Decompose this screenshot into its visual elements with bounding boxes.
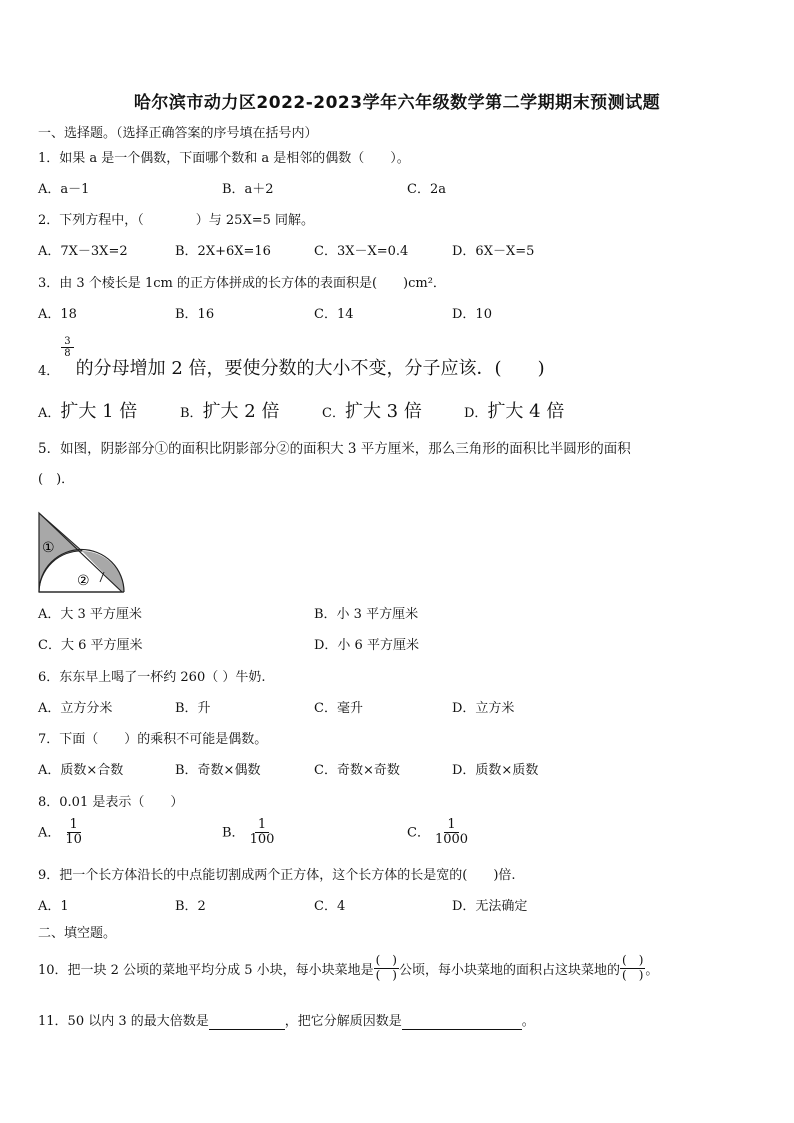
question-4-option-d-text: 扩大 4 倍: [487, 401, 565, 422]
question-10-text-3: 。: [645, 962, 659, 978]
question-3-option-c: C．14: [314, 307, 354, 322]
question-11-blank-2[interactable]: [402, 1014, 522, 1030]
question-1-option-b: B．a＋2: [222, 182, 274, 197]
question-2-option-d: D．6X－X=5: [452, 244, 535, 259]
question-9-option-d: D．无法确定: [452, 899, 528, 914]
question-10-text-2: 公顷，每小块菜地的面积占这块菜地的: [399, 962, 621, 978]
question-4-option-c-text: 扩大 3 倍: [344, 401, 422, 422]
question-5-option-c: C．大 6 平方厘米: [38, 638, 143, 653]
question-5-option-a: A．大 3 平方厘米: [38, 607, 142, 622]
question-5-option-b: B．小 3 平方厘米: [314, 607, 419, 622]
question-1-option-c: C．2a: [407, 182, 446, 197]
page-title: 哈尔滨市动力区2022-2023学年六年级数学第二学期期末预测试题: [133, 93, 661, 113]
question-9-stem: 9．把一个长方体沿长的中点能切割成两个正方体，这个长方体的长是宽的( )倍.: [38, 868, 516, 883]
question-4-option-b-label: B．: [180, 406, 203, 421]
question-9-option-b: B．2: [175, 899, 206, 914]
question-8-stem: 8．0.01 是表示（ ）: [38, 795, 184, 810]
question-5-option-d: D．小 6 平方厘米: [314, 638, 419, 653]
question-3-option-a: A．18: [38, 307, 77, 322]
question-4-option-a-text: 扩大 1 倍: [60, 401, 138, 422]
question-5-stem-line2: ( )．: [38, 472, 75, 487]
question-8-option-a-label: A．: [38, 825, 61, 841]
blank-denominator: ( ): [375, 967, 397, 982]
blank-numerator: ( ): [622, 952, 644, 967]
fraction-numerator: 1: [444, 818, 458, 833]
question-1-stem: 1．如果 a 是一个偶数，下面哪个数和 a 是相邻的偶数（ ）。: [38, 151, 410, 166]
question-2-option-b: B．2X+6X=16: [175, 244, 271, 259]
question-4-fraction: [61, 336, 73, 359]
question-4-option-b-text: 扩大 2 倍: [202, 401, 280, 422]
section-heading-fill: 二、填空题。: [38, 926, 117, 941]
question-11: [38, 1010, 535, 1030]
question-4-stem: [38, 334, 545, 380]
question-9-option-a: A．1: [38, 899, 69, 914]
question-8-option-a-fraction: [62, 818, 85, 848]
question-2-option-a: A．7X－3X=2: [38, 244, 128, 259]
fraction-denominator: 1000: [434, 832, 469, 848]
question-1-option-a: A．a－1: [38, 182, 90, 197]
question-4-option-d: [464, 397, 564, 423]
figure-label-2: ②: [77, 573, 90, 589]
blank-numerator: ( ): [375, 952, 397, 967]
question-8-option-b-fraction: [247, 818, 278, 848]
question-4-option-a: [38, 397, 137, 423]
question-5-figure: [36, 508, 132, 596]
question-10: [38, 946, 658, 990]
question-3-option-d: D．10: [452, 307, 492, 322]
question-8-option-c: [407, 818, 473, 848]
question-5-stem-line1: 5．如图，阴影部分①的面积比阴影部分②的面积大 3 平方厘米，那么三角形的面积比半圆形的面积: [38, 441, 631, 457]
question-4-number: 4．: [38, 364, 60, 379]
question-2-stem: 2．下列方程中，（ ）与 25X=5 同解。: [38, 213, 314, 228]
question-3-option-b: B．16: [175, 307, 215, 322]
question-11-text-2: ，把它分解质因数是: [284, 1014, 402, 1029]
question-10-blank-2[interactable]: [620, 954, 645, 983]
question-10-text-1: 10．把一块 2 公顷的菜地平均分成 5 小块，每小块菜地是: [38, 962, 374, 978]
question-8-option-c-label: C．: [407, 825, 430, 841]
question-6-option-b: B．升: [175, 701, 211, 716]
question-6-option-a: A．立方分米: [38, 701, 113, 716]
question-4-fraction-numerator: 3: [61, 336, 73, 348]
section-heading-choice: 一、选择题。（选择正确答案的序号填在括号内）: [38, 126, 318, 141]
fraction-numerator: 1: [67, 818, 81, 833]
question-4-text: 的分母增加 2 倍，要使分数的大小不变，分子应该．( ): [75, 358, 545, 379]
question-8-option-b-label: B．: [222, 825, 245, 841]
question-4-option-c: [322, 397, 422, 423]
figure-label-1: ①: [42, 540, 55, 556]
question-7-option-b: B．奇数×偶数: [175, 763, 261, 778]
question-7-stem: 7．下面（ ）的乘积不可能是偶数。: [38, 732, 268, 747]
question-10-blank-1[interactable]: [374, 954, 399, 983]
question-8-option-a: [38, 818, 87, 848]
question-4-fraction-denominator: 8: [64, 348, 71, 359]
question-4-option-c-label: C．: [322, 406, 345, 421]
question-4-option-b: [180, 397, 279, 423]
question-7-option-c: C．奇数×奇数: [314, 763, 400, 778]
question-11-text-1: 11．50 以内 3 的最大倍数是: [38, 1014, 209, 1029]
blank-denominator: ( ): [622, 967, 644, 982]
fraction-denominator: 10: [65, 832, 82, 848]
question-8-option-b: [222, 818, 279, 848]
question-6-stem: 6．东东早上喝了一杯约 260（ ）牛奶.: [38, 670, 266, 685]
question-2-option-c: C．3X－X=0.4: [314, 244, 409, 259]
question-3-stem: 3．由 3 个棱长是 1cm 的正方体拼成的长方体的表面积是( )cm²．: [38, 276, 446, 291]
question-4-option-d-label: D．: [464, 406, 488, 421]
question-4-option-a-label: A．: [38, 406, 61, 421]
question-11-text-3: 。: [521, 1014, 535, 1029]
question-6-option-c: C．毫升: [314, 701, 363, 716]
question-6-option-d: D．立方米: [452, 701, 515, 716]
fraction-numerator: 1: [255, 818, 269, 833]
question-7-option-a: A．质数×合数: [38, 763, 124, 778]
question-11-blank-1[interactable]: [209, 1014, 285, 1030]
question-8-option-c-fraction: [432, 818, 471, 848]
question-7-option-d: D．质数×质数: [452, 763, 539, 778]
fraction-denominator: 100: [249, 832, 275, 848]
question-9-option-c: C．4: [314, 899, 346, 914]
